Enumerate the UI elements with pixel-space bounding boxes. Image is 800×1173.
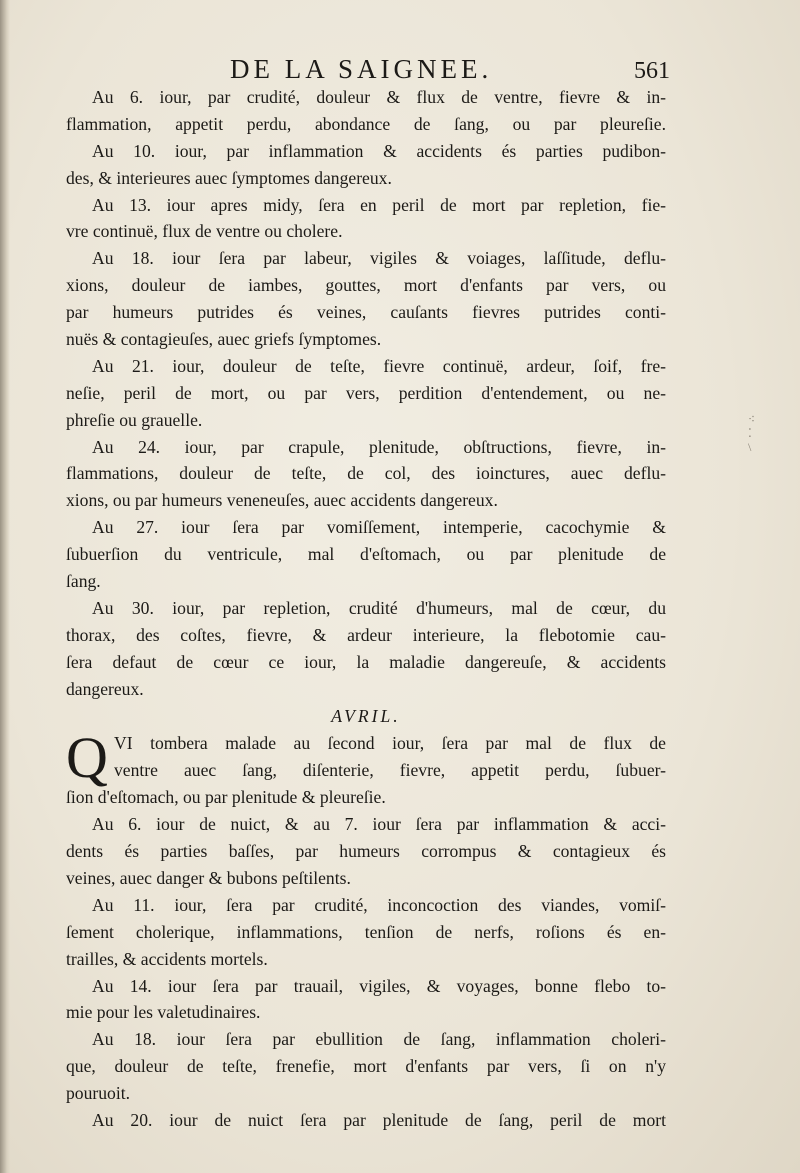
text-line: des, & interieures auec ſymptomes dangereux. [66, 167, 392, 188]
text-line: flammations, douleur de teſte, de col, des ioinctures, auec deflu- [66, 463, 666, 484]
text-line: ſera defaut de cœur ce iour, la maladie dangereuſe, & accidents [66, 651, 666, 672]
text-line: mie pour les valetudinaires. [66, 1002, 261, 1023]
text-line: phreſie ou grauelle. [66, 409, 203, 430]
dropcap-paragraph [66, 725, 666, 791]
text-line: Au 10. iour, par inflammation & accidents és parties pudibon- [92, 140, 666, 161]
text-line: Au 13. iour apres midy, ſera en peril de mort par repletion, fie- [92, 194, 666, 215]
text-line: xions, douleur de iambes, gouttes, mort d'enfants par vers, ou [66, 275, 666, 296]
body-text [66, 84, 666, 1134]
text-line: ſubuerſion du ventricule, mal d'eſtomach, ou par plenitude de [66, 544, 666, 565]
page-fold-shadow [0, 0, 10, 1173]
text-line: Au 18. iour ſera par labeur, vigiles & voiages, laſſitude, deflu- [92, 248, 666, 269]
text-line: que, douleur de teſte, frenefie, mort d'enfants par vers, ſi on n'y [66, 1056, 666, 1077]
text-line: flammation, appetit perdu, abondance de ſang, ou par pleureſie. [66, 113, 666, 134]
text-line: thorax, des coſtes, fievre, & ardeur interieure, la flebotomie cau- [66, 624, 666, 645]
text-line: Au 27. iour ſera par vomiſſement, intemperie, cacochymie & [92, 517, 666, 538]
text-line: dangereux. [66, 678, 144, 699]
text-line: ſion d'eſtomach, ou par plenitude & pleureſie. [66, 787, 386, 808]
text-line: xions, ou par humeurs veneneuſes, auec accidents dangereux. [66, 490, 498, 511]
text-line: Au 11. iour, ſera par crudité, inconcoction des viandes, vomiſ- [92, 894, 666, 915]
running-title: DE LA SAIGNEE. [230, 54, 493, 84]
text-line: nuës & contagieuſes, auec griefs ſymptomes. [66, 329, 382, 350]
page-number: 561 [634, 58, 670, 84]
drop-cap: Q [66, 725, 108, 791]
text-line: ſement cholerique, inflammations, tenſion de nerfs, roſions és en- [66, 921, 666, 942]
text-line: Au 14. iour ſera par trauail, vigiles, & voyages, bonne flebo to- [92, 975, 666, 996]
text-line: Au 6. iour de nuict, & au 7. iour ſera par inflammation & acci- [92, 814, 666, 835]
text-line: veines, auec danger & bubons peſtilents. [66, 867, 351, 888]
text-line: Au 24. iour, par crapule, plenitude, obſtructions, fievre, in- [92, 436, 666, 457]
text-line: Au 21. iour, douleur de teſte, fievre continuë, ardeur, ſoif, fre- [92, 355, 666, 376]
text-line: ſang. [66, 571, 101, 592]
text-line: pouruoit. [66, 1083, 131, 1104]
text-line: vre continuë, flux de ventre ou cholere. [66, 221, 343, 242]
text-line: Au 20. iour de nuict ſera par plenitude de ſang, peril de mort [92, 1109, 666, 1130]
text-line: ventre auec ſang, diſenterie, fievre, appetit perdu, ſubuer- [114, 760, 666, 781]
section-heading-avril: AVRIL. [331, 706, 401, 727]
text-line: trailles, & accidents mortels. [66, 948, 268, 969]
margin-speck-mark: ⁖ ⁚ \ [748, 412, 756, 454]
text-line: dents és parties baſſes, par humeurs corrompus & contagieux és [66, 841, 666, 862]
text-line: VI tombera malade au ſecond iour, ſera par mal de flux de [114, 733, 666, 754]
text-line: Au 18. iour ſera par ebullition de ſang, inflammation choleri- [92, 1029, 666, 1050]
text-line: par humeurs putrides és veines, cauſants fievres putrides conti- [66, 302, 666, 323]
text-line: Au 6. iour, par crudité, douleur & flux de ventre, fievre & in- [92, 87, 666, 107]
text-line: neſie, peril de mort, ou par vers, perdition d'entendement, ou ne- [66, 382, 666, 403]
text-line: Au 30. iour, par repletion, crudité d'humeurs, mal de cœur, du [92, 597, 666, 618]
